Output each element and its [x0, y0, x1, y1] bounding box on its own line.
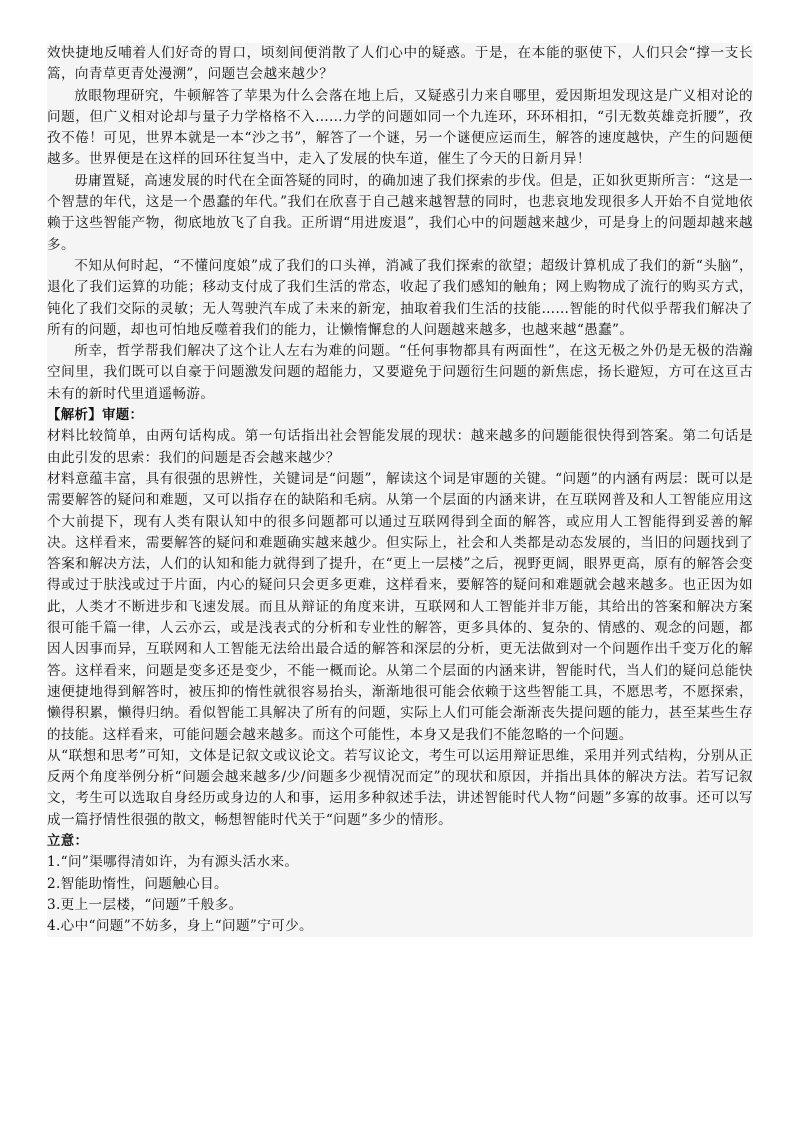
- theme-item: 3.更上一层楼，“问题”千般多。: [47, 896, 243, 913]
- analysis-paragraph: 从“联想和思考”可知，文体是记叙文或议论文。若写议论文，考生可以运用辩证思维，采用并列式结构，分别从正反两个角度举例分析“问题会越来越多/少/问题多少视情况而定”的现状和原因，并指出具体的解决方法。若写记叙文，考生可以选取自身经历或身边的人和事，运用多种叙述手法，讲述智能时代人物“问题”多寡的故事。还可以写成一篇抒情性很强的散文，畅想智能时代关于“问题”多少的情形。: [47, 747, 753, 828]
- theme-item: 4.心中“问题”不妨多，身上“问题”宁可少。: [47, 918, 313, 935]
- theme-item: 2.智能助惰性，问题触心目。: [47, 875, 228, 892]
- analysis-heading: 【解析】审题：: [47, 408, 144, 424]
- essay-paragraph: 不知从何时起，“不懂问度娘”成了我们的口头禅，消减了我们探索的欲望；超级计算机成了我们的新“头脑”，退化了我们运算的功能；移动支付成了我们生活的常态，收起了我们感知的触角；网上购物成了流行的购买方式，钝化了我们交际的灵敏；无人驾驶汽车成了未来的新宠，抽取着我们生活的技能……智能的时代似乎帮我们解决了所有的问题，却也可怕地反噬着我们的能力，让懒惰懈怠的人问题越来越多，也越来越“愚蠢”。: [47, 257, 753, 338]
- essay-paragraph: 毋庸置疑，高速发展的时代在全面答疑的同时，的确加速了我们探索的步伐。但是，正如狄更斯所言：“这是一个智慧的年代，这是一个愚蠢的年代。”我们在欣喜于自己越来越智慧的同时，也悲哀地发现很多人开始不自觉地依赖于这些智能产物，彻底地放飞了自我。正所谓“用进废退”，我们心中的问题越来越少，可是身上的问题却越来越多。: [47, 172, 753, 253]
- essay-paragraph: 放眼物理研究，牛顿解答了苹果为什么会落在地上后，又疑惑引力来自哪里，爱因斯坦发现这是广义相对论的问题，但广义相对论却与量子力学格格不入……力学的问题如同一个九连环，环环相扣，“引无数英雄竞折腰”，孜孜不倦！可见，世界本就是一本“沙之书”，解答了一个谜，另一个谜便应运而生，解答的速度越快，产生的问题便越多。世界便是在这样的回环往复当中，走入了发展的快车道，催生了今天的日新月异！: [47, 87, 753, 168]
- theme-item: 1.“问”渠哪得清如许，为有源头活水来。: [47, 854, 299, 871]
- analysis-section: [47, 405, 753, 831]
- theme-section: [47, 831, 753, 937]
- essay-section: [47, 43, 753, 405]
- essay-paragraph: 效快捷地反哺着人们好奇的胃口，顷刻间便消散了人们心中的疑惑。于是，在本能的驱使下，人们只会“撑一支长篙，向青草更青处漫溯”，问题岂会越来越少？: [47, 45, 753, 83]
- essay-paragraph: 所幸，哲学帮我们解决了这个让人左右为难的问题。“任何事物都具有两面性”，在这无极之外仍是无极的浩瀚空间里，我们既可以自豪于问题激发问题的超能力，又要避免于问题衍生问题的新焦虑，扬长避短，方可在这亘古未有的新时代里逍遥畅游。: [47, 343, 753, 402]
- analysis-paragraph: 材料比较简单，由两句话构成。第一句话指出社会智能发展的现状：越来越多的问题能很快得到答案。第二句话是由此引发的思索：我们的问题是否会越来越少？: [47, 428, 753, 466]
- analysis-paragraph: 材料意蕴丰富，具有很强的思辨性，关键词是“问题”，解读这个词是审题的关键。“问题”的内涵有两层：既可以是需要解答的疑问和难题，又可以指存在的缺陷和毛病。从第一个层面的内涵来讲，在互联网普及和人工智能应用这个大前提下，现有人类有限认知中的很多问题都可以通过互联网得到全面的解答，或应用人工智能得到妥善的解决。这样看来，需要解答的疑问和难题确实越来越少。但实际上，社会和人类都是动态发展的，当旧的问题找到了答案和解决方法，人们的认知和能力就得到了提升，在“更上一层楼”之后，视野更阔，眼界更高，原有的解答会变得或过于肤浅或过于片面，内心的疑问只会更多更难，这样看来，要解答的疑问和难题就会越来越多。也正因为如此，人类才不断进步和飞速发展。而且从辩证的角度来讲，互联网和人工智能并非万能，其给出的答案和解决方案很可能千篇一律，人云亦云，或是浅表式的分析和专业性的解答，更多具体的、复杂的、情感的、观念的问题，都因人因事而异，互联网和人工智能无法给出最合适的解答和深层的分析，更无法做到对一个问题作出千变万化的解答。这样看来，问题是变多还是变少，不能一概而论。从第二个层面的内涵来讲，智能时代，当人们的疑问总能快速便捷地得到解答时，被压抑的惰性就很容易抬头，渐渐地很可能会依赖于这些智能工具，不愿思考，不愿探索，懒得积累，懒得归纳。看似智能工具解决了所有的问题，实际上人们可能会渐渐丧失提问题的能力，甚至某些生存的技能。这样看来，可能问题会越来越多。而这个可能性，本身又是我们不能忽略的一个问题。: [47, 470, 753, 743]
- document-page: [47, 43, 753, 937]
- theme-heading: 立意：: [47, 833, 89, 849]
